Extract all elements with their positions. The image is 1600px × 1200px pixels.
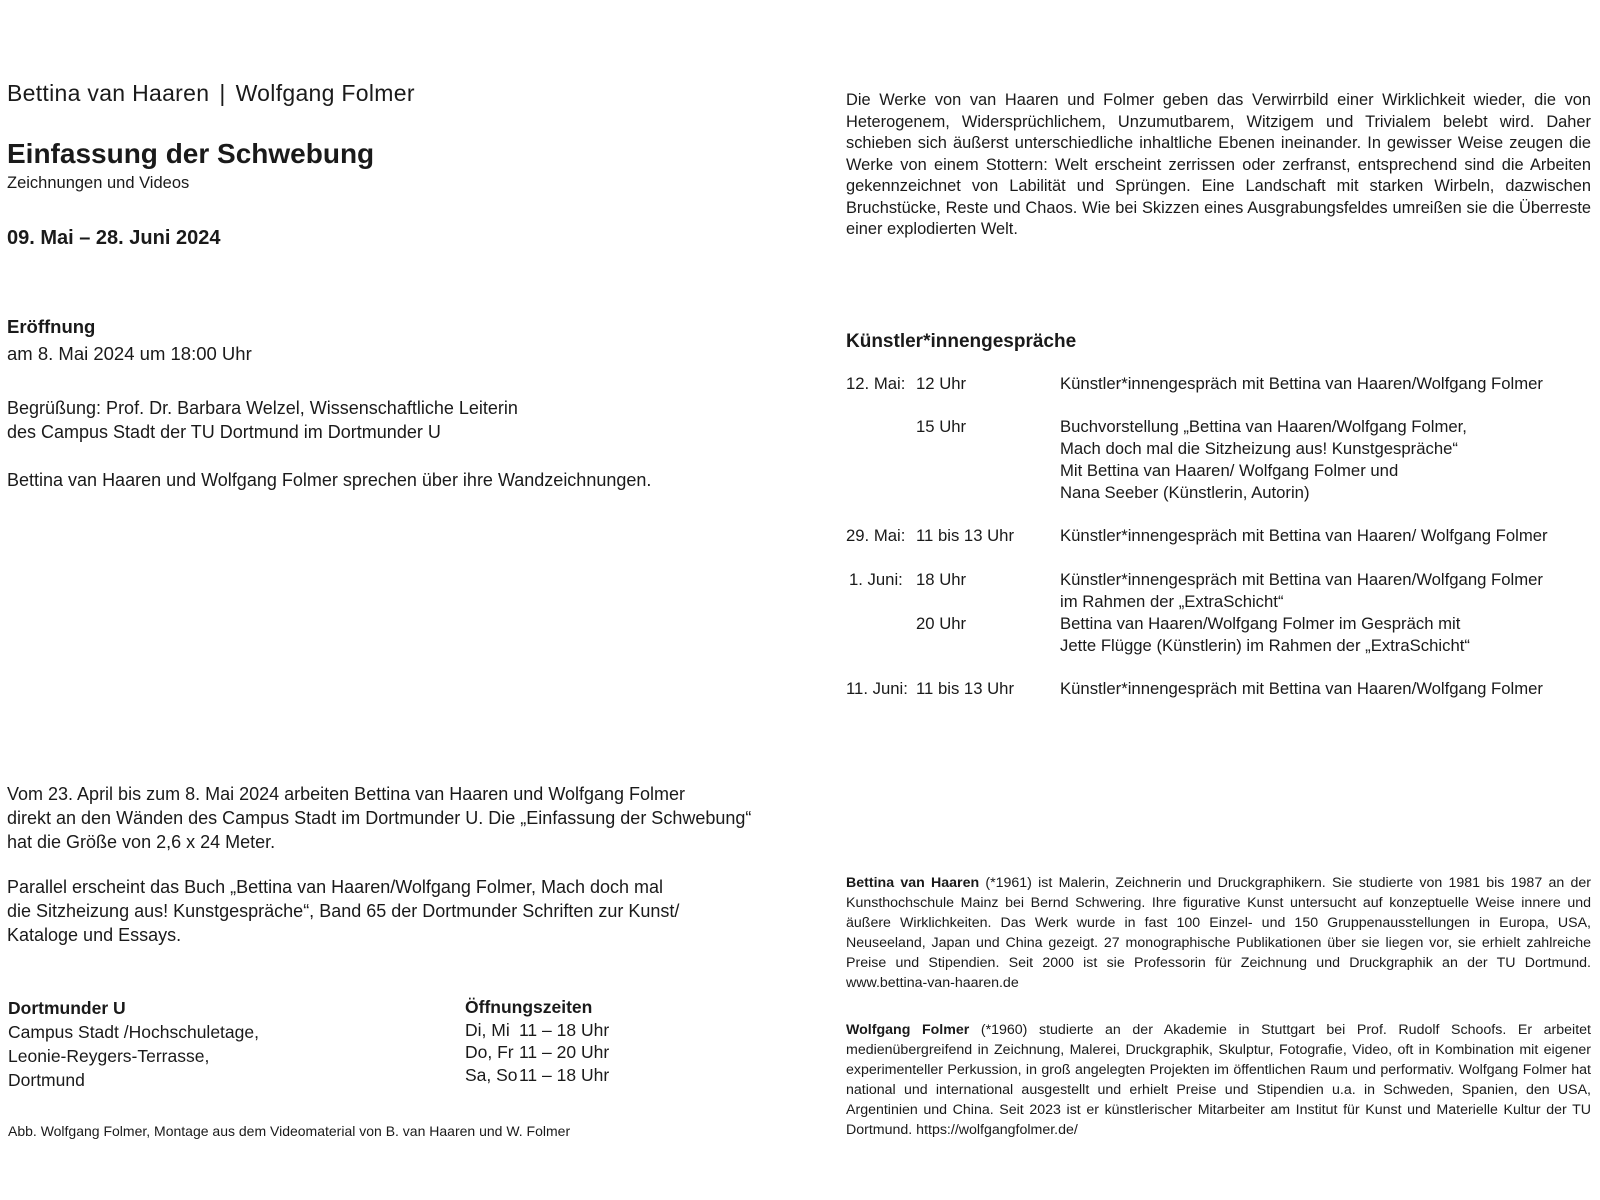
bio-text: (*1960) studierte an der Akademie in Stuttgart bei Prof. Rudolf Schoofs. Er arbeitet medienübergreifend in Zeichnung, Malerei, Druckgraphik, Skulptur, Fotografie, Video, oft in Kombination mit eigener experimenteller Perkussion, in groß angelegten Projekten im öffentlichen Raum und performativ. Wolfgang Folmer hat national und international ausgestellt und erhielt Preise und Stipendien u.a. in Schweden, Spanien, den USA, Argentinien und China. Seit 2023 ist er künstlerischer Mitarbeiter am Institut für Kunst und Materielle Kultur der TU Dortmund. https://wolfgangfolmer.de/ [846,1022,1591,1138]
hours-time: 11 – 18 Uhr [519,1019,610,1040]
event-time: 12 Uhr [916,374,967,393]
opening-heading: Eröffnung [7,316,96,337]
event-time: 11 bis 13 Uhr [916,679,1015,698]
text-line: Mach doch mal die Sitzheizung aus! Kunstgespräche“ [1060,439,1458,458]
artist-names [7,80,415,107]
text-line: Jette Flügge (Künstlerin) im Rahmen der „ExtraSchicht“ [1060,636,1470,655]
process-paragraph [7,782,777,854]
event-description [1060,678,1600,700]
text-line: Künstler*innengespräch mit Bettina van Haaren/Wolfgang Folmer [1060,570,1543,589]
bio-name: Bettina van Haaren [846,875,980,891]
exhibition-title: Einfassung der Schwebung [7,138,375,169]
hours-time: 11 – 18 Uhr [519,1064,610,1085]
text-line: Künstler*innengespräch mit Bettina van Haaren/Wolfgang Folmer [1060,374,1543,393]
event-date: 29. Mai: [846,526,906,545]
text-line: direkt an den Wänden des Campus Stadt im Dortmunder U. Die „Einfassung der Schwebung“ [7,808,752,828]
event-date: 12. Mai: [846,374,906,393]
exhibition-dates: 09. Mai – 28. Juni 2024 [7,227,221,249]
book-paragraph [7,875,777,947]
text-line: Bettina van Haaren/Wolfgang Folmer im Gespräch mit [1060,614,1461,633]
opening-greeting [7,396,777,444]
event-description [1060,525,1600,547]
event-description [1060,569,1600,613]
text-line: Kataloge und Essays. [7,925,182,945]
bio-wolfgang-folmer [846,1020,1591,1140]
exhibition-subtitle: Zeichnungen und Videos [7,174,190,192]
text-line: Parallel erscheint das Buch „Bettina van Haaren/Wolfgang Folmer, Mach doch mal [7,877,663,897]
venue-line: Dortmund [8,1070,85,1090]
venue-line: Campus Stadt /Hochschuletage, [8,1022,259,1042]
venue-name: Dortmunder U [8,998,126,1018]
text-line: Künstler*innengespräch mit Bettina van Haaren/ Wolfgang Folmer [1060,526,1548,545]
bio-bettina-van-haaren [846,873,1591,993]
event-date: 11. Juni: [846,679,908,698]
artist-1-name: Bettina van Haaren [7,80,210,106]
venue-line: Leonie-Reygers-Terrasse, [8,1046,210,1066]
hours-days: Do, Fr [465,1042,514,1062]
opening-talk: Bettina van Haaren und Wolfgang Folmer sprechen über ihre Wandzeichnungen. [7,470,652,490]
event-time: 18 Uhr [916,570,967,589]
event-date: 1. Juni: [849,570,903,589]
text-line: des Campus Stadt der TU Dortmund im Dortmunder U [7,422,441,442]
event-time: 15 Uhr [916,417,967,436]
image-credit: Abb. Wolfgang Folmer, Montage aus dem Videomaterial von B. van Haaren und W. Folmer [8,1123,571,1139]
event-description [1060,613,1600,657]
text-line: Künstler*innengespräch mit Bettina van Haaren/Wolfgang Folmer [1060,679,1543,698]
text-line: Vom 23. April bis zum 8. Mai 2024 arbeiten Bettina van Haaren und Wolfgang Folmer [7,784,686,804]
event-description [1060,416,1600,504]
text-line: im Rahmen der „ExtraSchicht“ [1060,592,1284,611]
event-time: 11 bis 13 Uhr [916,526,1015,545]
hours-days: Di, Mi [465,1019,510,1040]
hours-days: Sa, So [465,1064,518,1085]
opening-time: am 8. Mai 2024 um 18:00 Uhr [7,343,252,364]
text-line: Buchvorstellung „Bettina van Haaren/Wolfgang Folmer, [1060,417,1467,436]
hours-row [465,1041,609,1064]
text-line: Begrüßung: Prof. Dr. Barbara Welzel, Wissenschaftliche Leiterin [7,398,518,418]
event-time: 20 Uhr [916,614,967,633]
intro-paragraph: Die Werke von van Haaren und Folmer geben das Verwirrbild einer Wirklichkeit wieder, die von Heterogenem, Widersprüchlichem, Unzumutbarem, Witzigem und Trivialem belebt wird. Daher schieben sich äußerst unterschiedliche inhaltliche Ebenen ineinander. In gewisser Weise zeugen die Werke von einem Stottern: Welt erscheint zerrissen oder zerfranst, entsprechend sind die Arbeiten gekennzeichnet von Labilität und Sprüngen. Eine Landschaft mit starken Wirbeln, dazwischen Bruchstücke, Reste und Chaos. Wie bei Skizzen eines Ausgrabungsfeldes umreißen sie die Überreste einer explodierten Welt. [846,91,1591,238]
hours-time: 11 – 20 Uhr [519,1042,610,1062]
hours-row [465,1019,609,1042]
text-line: hat die Größe von 2,6 x 24 Meter. [7,832,276,852]
artist-2-name: Wolfgang Folmer [235,80,415,106]
venue-block [8,996,259,1092]
bio-text: (*1961) ist Malerin, Zeichnerin und Druckgraphikern. Sie studierte von 1981 bis 1987 an der Kunsthochschule Mainz bei Bernd Schwering. Ihre figurative Kunst untersucht auf konzeptuelle Weise innere und äußere Wirklichkeiten. Das Werk wurde in fast 100 Einzel- und 150 Gruppenausstellungen in Europa, USA, Neuseeland, Japan und China gezeigt. 27 monographische Publikationen über sie liegen vor, sie erhielt zahlreiche Preise und Stipendien. Seit 2000 ist sie Professorin für Zeichnung und Druckgraphik an der TU Dortmund. www.bettina-van-haaren.de [846,875,1591,991]
opening-hours [465,996,609,1086]
hours-row [465,1064,609,1087]
bio-name: Wolfgang Folmer [846,1022,970,1038]
talks-heading: Künstler*innengespräche [846,331,1077,352]
text-line: die Sitzheizung aus! Kunstgespräche“, Band 65 der Dortmunder Schriften zur Kunst/ [7,901,680,921]
text-line: Nana Seeber (Künstlerin, Autorin) [1060,483,1310,502]
text-line: Mit Bettina van Haaren/ Wolfgang Folmer und [1060,461,1399,480]
artist-separator: | [219,80,226,106]
event-description [1060,373,1600,395]
opening-hours-heading: Öffnungszeiten [465,997,593,1017]
